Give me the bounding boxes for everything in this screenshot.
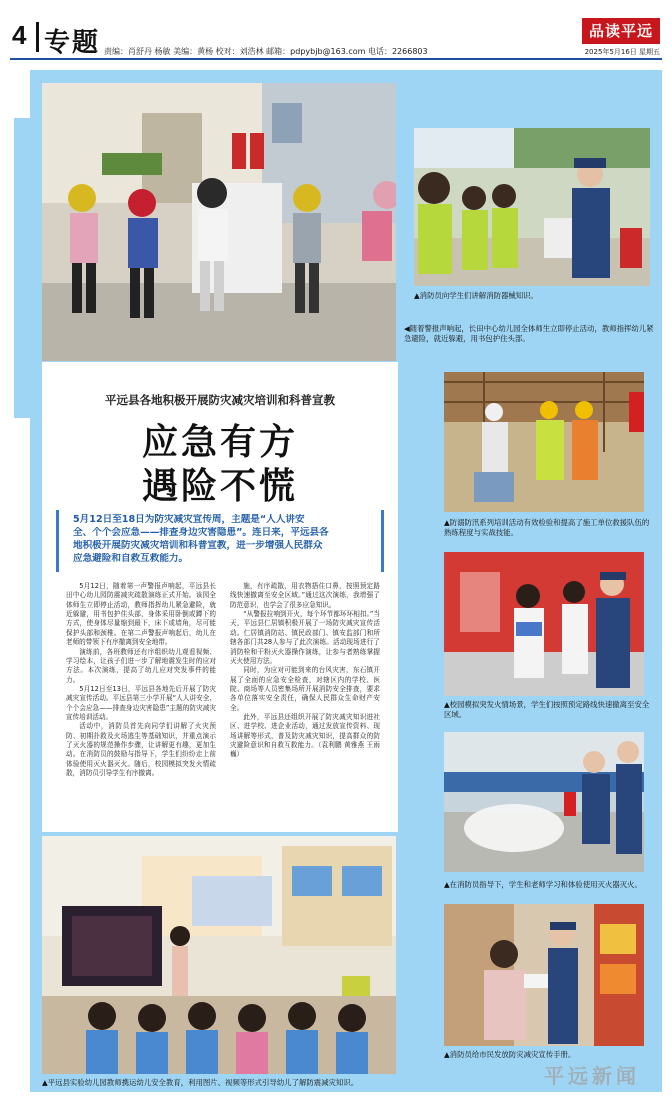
headline-line-1: 应急有方 <box>141 421 298 463</box>
lead-line: 全、个个会应急——排查身边灾害隐患”。连日来，平远县各 <box>73 526 329 538</box>
article-kicker: 平远县各地积极开展防灾减灾培训和科普宣教 <box>105 393 335 407</box>
issue-date: 2025年5月16日 星期五 <box>584 48 660 56</box>
body-paragraph: 5月12日至13日，平远县各地先后开展了防灾减灾宣传活动。平远县第三小学开展“人人讲安全、个个会应急——排查身边灾害隐患”主题的防灾减灾宣传培训活动。 <box>66 684 216 722</box>
body-column-right <box>230 582 380 827</box>
section-title: 专题 <box>44 28 101 58</box>
page-number: 4 <box>12 20 27 50</box>
caption-pamphlet-distribution: ▲消防员给市民发放防灾减灾宣传手册。 <box>444 1050 576 1059</box>
caption-firefighter-explaining: ▲消防员向学生们讲解消防器械知识。 <box>414 291 538 300</box>
body-paragraph: 施，有序疏散，用衣物捂住口鼻，按照预定路线快速撤离至安全区域。”通过这次演练，我增强了防范意识，也学会了很多应急知识。 <box>230 582 380 609</box>
caption-kindergarten-drill: ◀随着警报声响起，长田中心幼儿园全体师生立即停止活动，教师指挥幼儿紧急避险，就近躲避，用书包护住头部。 <box>404 324 654 343</box>
photo-kindergarten-classroom <box>42 836 396 1074</box>
masthead <box>0 0 672 60</box>
article-lead <box>56 510 384 572</box>
caption-flood-rescue-training: ▲防溺防汛系列培训活动有效检验和提高了施工单位救援队伍的熟练程度与实战技能。 <box>444 518 650 537</box>
photo-kindergarten-drill <box>42 83 396 361</box>
caption-campus-fire-evacuation: ▲校园模拟突发火情场景，学生们按照预定路线快速撤离至安全区域。 <box>444 700 650 719</box>
lead-line: 应急避险和自救互救能力。 <box>73 552 189 564</box>
main-article <box>42 362 398 832</box>
photo-extinguisher-practice <box>444 732 644 872</box>
body-paragraph: “从警报拉响到开火，每个环节都环环相扣。”当天，平远县仁居镇积极开展了一场防灾减灾宣传活动。仁居镇消防站、镇民政部门、镇安监部门和所辖各部门共28人参与了此次演练。活动现场进行了消防栓和干粉灭火器操作演练，让参与者熟练掌握灭火使用方法。 <box>230 610 380 665</box>
newspaper-brand-logo: 品读平远 <box>582 18 660 44</box>
photo-pamphlet-distribution <box>444 904 644 1046</box>
body-paragraph: 5月12日，随着第一声警报声响起，平远县长田中心幼儿园防震减灾疏散演练正式开始。该园全体师生立即停止活动，教师指挥幼儿紧急避险，就近躲避，用书包护住头部，身体采用卧倒或蹲下的方式，使身体尽量缩到最下，床下或墙角，尽可能保护头部和颈椎。在第二声警报声响起后，幼儿在老师的带领下有序撤离到安全地带。 <box>66 582 216 647</box>
photo-campus-fire-evacuation <box>444 552 644 696</box>
caption-extinguisher-practice: ▲在消防员指导下，学生和老师学习和体验使用灭火器灭火。 <box>444 880 642 889</box>
photo-firefighter-explaining <box>414 128 650 286</box>
masthead-rule <box>10 58 662 60</box>
lead-line: 地积极开展防灾减灾培训和科普宣教，进一步增强人民群众 <box>73 539 323 551</box>
body-paragraph: 演练前，各班教师还有序组织幼儿观看视频、学习绘本，让孩子们进一步了解地震发生时的应对方法。本次演练，提高了幼儿应对突发事件的能力。 <box>66 647 216 684</box>
body-paragraph: 活动中，消防员首先向同学们讲解了火灾预防、初期扑救及火场逃生等基础知识，并重点演示了灭火器的规范操作步骤，让讲解更有趣，更加生动。在消防员的鼓励与指导下，学生们纷纷走上前体验使用灭火器灭火。随后，校园模拟突发火情疏散，消防员引导学生有序撤离。 <box>66 722 216 778</box>
body-paragraph: 此外，平远县还组织开展了防灾减灾知识进社区、进学校、进企业活动，通过发放宣传资料、现场讲解等形式，普及防灾减灾知识，提高群众的防灾避险意识和自救互救能力。（袁利鹏 黄雅燕 王雨巍） <box>230 713 380 759</box>
body-paragraph: 同时，为应对可能到来的台风灾害，东石镇开展了全面的应急安全检查，对辖区内的学校、医院、商场等人员密集场所开展消防安全排查，要求各单位落实安全责任，确保人民群众生命财产安全。 <box>230 666 380 712</box>
editor-credits: 责编：肖舒丹 杨敏 美编：黄杨 校对：刘浩林 邮箱：pdpybjb@163.com 电话：2266803 <box>104 47 428 56</box>
body-column-left <box>66 582 216 827</box>
photo-flood-rescue-training <box>444 372 644 512</box>
caption-kindergarten-classroom: ▲平远县实验幼儿园教师携运幼儿安全教育，利用图片、视频等形式引导幼儿了解防震减灾知识。 <box>42 1078 359 1087</box>
headline-line-2: 遇险不慌 <box>141 465 298 507</box>
page-number-divider <box>36 22 39 52</box>
article-body <box>66 582 382 827</box>
lead-line: 5月12日至18日为防灾减灾宣传周，主题是“人人讲安 <box>73 514 305 525</box>
watermark: 平远新闻 <box>544 1064 640 1088</box>
blue-left-accent <box>14 118 30 418</box>
